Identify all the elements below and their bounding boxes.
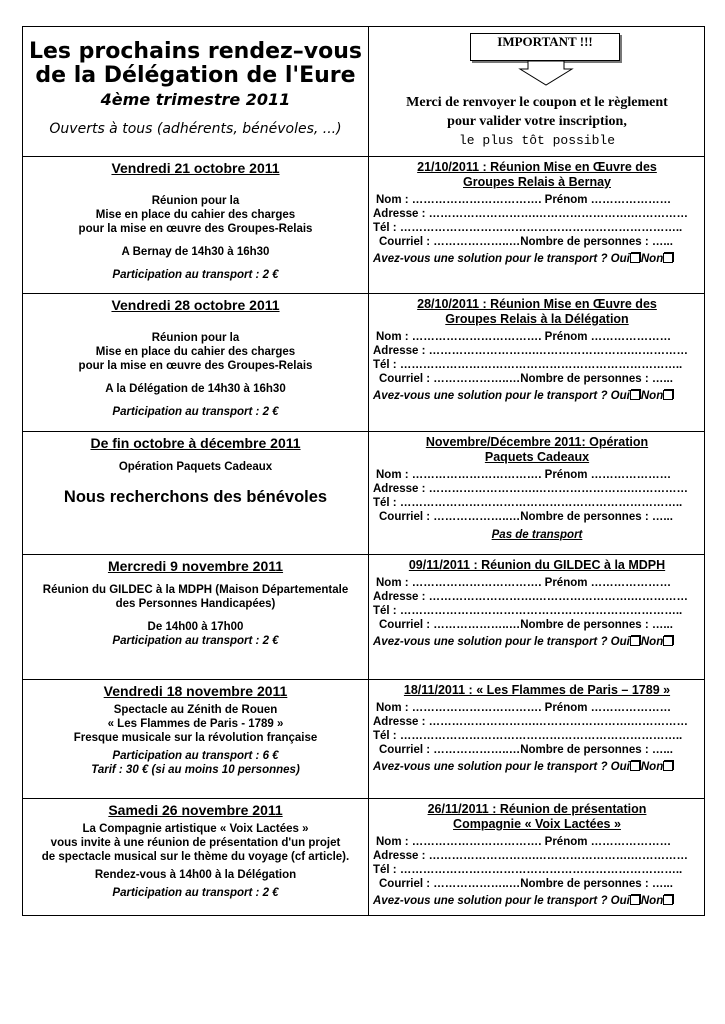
event-date: Mercredi 9 novembre 2011 (107, 558, 284, 574)
event-place-time: De 14h00 à 17h00 (147, 621, 244, 633)
coupon-1 (370, 158, 704, 266)
event-line: Réunion du GILDEC à la MDPH (Maison Départementale (42, 584, 349, 596)
coupon-title: 18/11/2011 : « Les Flammes de Paris – 1789 » (403, 683, 671, 697)
transport-question: Avez-vous une solution pour le transport ? Oui Non (373, 760, 704, 774)
flyer-sheet (22, 26, 705, 916)
phone-field[interactable]: Tél : ……………………………………………………………….. (373, 497, 683, 509)
phone-field[interactable]: Tél : ……………………………………………………………….. (373, 222, 683, 234)
volunteers-callout: Nous recherchons des bénévoles (63, 488, 328, 506)
event-4 (23, 556, 368, 648)
transport-fee: Participation au transport : 2 € (112, 269, 279, 281)
event-2 (23, 295, 368, 419)
event-date: Vendredi 28 octobre 2011 (111, 297, 280, 313)
transport-fee: Participation au transport : 2 € (112, 635, 279, 647)
coupon-form (370, 701, 704, 774)
phone-field[interactable]: Tél : ……………………………………………………………….. (373, 864, 683, 876)
event-1 (23, 158, 368, 282)
coupon-title: 09/11/2011 : Réunion du GILDEC à la MDPH (408, 558, 666, 572)
event-line: de spectacle musical sur le thème du voyage (cf article). (41, 851, 350, 863)
transport-question: Avez-vous une solution pour le transport ? Oui Non (373, 635, 704, 649)
header-left (23, 40, 368, 137)
non-checkbox[interactable] (663, 895, 673, 905)
coupon-2 (370, 295, 704, 403)
oui-checkbox[interactable] (630, 636, 640, 646)
transport-question: Avez-vous une solution pour le transport ? Oui Non (373, 252, 704, 266)
merci-line2: pour valider votre inscription, (447, 114, 627, 129)
coupon-5 (370, 681, 704, 774)
return-coupon-note (370, 93, 704, 150)
page-title-line2: de la Délégation de l'Eure (35, 63, 356, 88)
coupon-title: 26/11/2011 : Réunion de présentation Compagnie « Voix Lactées » (427, 802, 647, 831)
row-divider (23, 798, 704, 799)
address-field[interactable]: Adresse : ……………………….…………………….…………… (373, 345, 688, 357)
event-line: Fresque musicale sur la révolution française (73, 732, 318, 744)
no-transport-note: Pas de transport (491, 529, 583, 541)
row-divider (23, 293, 704, 294)
coupon-3 (370, 433, 704, 541)
transport-fee: Participation au transport : 2 € (112, 887, 279, 899)
email-field[interactable]: Courriel : ………………..…Nombre de personnes : …... (379, 619, 673, 631)
quarter-subtitle: 4ème trimestre 2011 (100, 90, 291, 109)
transport-fee: Participation au transport : 6 € (112, 750, 279, 762)
coupon-6 (370, 800, 704, 908)
down-arrow-icon (518, 61, 574, 87)
event-line: « Les Flammes de Paris - 1789 » (107, 718, 284, 730)
transport-fee: Participation au transport : 2 € (112, 406, 279, 418)
name-field[interactable]: Nom : ……………………………. Prénom ………………… (376, 577, 672, 589)
email-field[interactable]: Courriel : ………………..…Nombre de personnes : …... (379, 511, 673, 523)
event-date: Vendredi 18 novembre 2011 (103, 683, 288, 699)
event-place-time: A la Délégation de 14h30 à 16h30 (105, 383, 286, 395)
oui-checkbox[interactable] (630, 253, 640, 263)
name-field[interactable]: Nom : ……………………………. Prénom ………………… (376, 194, 672, 206)
event-6 (23, 800, 368, 900)
important-label: IMPORTANT !!! (497, 34, 593, 49)
event-line: Mise en place du cahier des charges (95, 346, 296, 358)
event-line: Réunion pour la (151, 195, 240, 207)
non-checkbox[interactable] (663, 390, 673, 400)
coupon-title: Novembre/Décembre 2011: Opération Paquets Cadeaux (425, 435, 649, 464)
event-3 (23, 433, 368, 507)
non-checkbox[interactable] (663, 761, 673, 771)
phone-field[interactable]: Tél : ……………………………………………………………….. (373, 605, 683, 617)
open-to-all-note: Ouverts à tous (adhérents, bénévoles, ...) (49, 121, 342, 137)
row-divider (23, 431, 704, 432)
important-callout (470, 33, 620, 61)
name-field[interactable]: Nom : ……………………………. Prénom ………………… (376, 331, 672, 343)
event-line: Réunion pour la (151, 332, 240, 344)
phone-field[interactable]: Tél : ……………………………………………………………….. (373, 730, 683, 742)
coupon-4 (370, 556, 704, 649)
event-line: Mise en place du cahier des charges (95, 209, 296, 221)
coupon-form (370, 468, 704, 524)
ticket-price: Tarif : 30 € (si au moins 10 personnes) (91, 764, 300, 776)
event-place-time: Rendez-vous à 14h00 à la Délégation (94, 869, 297, 881)
oui-checkbox[interactable] (630, 390, 640, 400)
header-right (370, 27, 704, 156)
coupon-form (370, 576, 704, 649)
row-divider (23, 554, 704, 555)
address-field[interactable]: Adresse : ……………………….…………………….…………… (373, 591, 688, 603)
name-field[interactable]: Nom : ……………………………. Prénom ………………… (376, 469, 672, 481)
event-line: des Personnes Handicapées) (115, 598, 276, 610)
event-line: Opération Paquets Cadeaux (118, 461, 273, 473)
transport-question: Avez-vous une solution pour le transport ? Oui Non (373, 389, 704, 403)
address-field[interactable]: Adresse : ……………………….…………………….…………… (373, 208, 688, 220)
merci-line3: le plus tôt possible (458, 133, 616, 148)
event-line: Spectacle au Zénith de Rouen (113, 704, 278, 716)
row-divider (23, 679, 704, 680)
address-field[interactable]: Adresse : ……………………….…………………….…………… (373, 850, 688, 862)
oui-checkbox[interactable] (630, 895, 640, 905)
event-line: pour la mise en œuvre des Groupes-Relais (78, 360, 313, 372)
event-date: De fin octobre à décembre 2011 (90, 435, 301, 451)
merci-line1: Merci de renvoyer le coupon et le règlement (406, 95, 668, 110)
event-line: pour la mise en œuvre des Groupes-Relais (78, 223, 313, 235)
name-field[interactable]: Nom : ……………………………. Prénom ………………… (376, 836, 672, 848)
email-field[interactable]: Courriel : ………………..…Nombre de personnes : …... (379, 373, 673, 385)
oui-checkbox[interactable] (630, 761, 640, 771)
event-place-time: A Bernay de 14h30 à 16h30 (121, 246, 270, 258)
coupon-form (370, 835, 704, 908)
event-5 (23, 681, 368, 777)
non-checkbox[interactable] (663, 636, 673, 646)
non-checkbox[interactable] (663, 253, 673, 263)
coupon-form (370, 330, 704, 403)
coupon-form (370, 193, 704, 266)
event-date: Samedi 26 novembre 2011 (108, 802, 283, 818)
address-field[interactable]: Adresse : ……………………….…………………….…………… (373, 483, 688, 495)
phone-field[interactable]: Tél : ……………………………………………………………….. (373, 359, 683, 371)
name-field[interactable]: Nom : ……………………………. Prénom ………………… (376, 702, 672, 714)
address-field[interactable]: Adresse : ……………………….…………………….…………… (373, 716, 688, 728)
email-field[interactable]: Courriel : ………………..…Nombre de personnes : …... (379, 744, 673, 756)
coupon-title: 28/10/2011 : Réunion Mise en Œuvre des Groupes Relais à la Délégation (417, 297, 657, 326)
coupon-title: 21/10/2011 : Réunion Mise en Œuvre des Groupes Relais à Bernay (417, 160, 657, 189)
column-divider (368, 27, 369, 915)
transport-question: Avez-vous une solution pour le transport ? Oui Non (373, 894, 704, 908)
page-title-line1: Les prochains rendez–vous (28, 39, 363, 64)
email-field[interactable]: Courriel : ………………..…Nombre de personnes : …... (379, 878, 673, 890)
email-field[interactable]: Courriel : ………………..…Nombre de personnes : …... (379, 236, 673, 248)
row-divider (23, 156, 704, 157)
event-line: vous invite à une réunion de présentation d'un projet (50, 837, 341, 849)
event-date: Vendredi 21 octobre 2011 (111, 160, 280, 176)
event-line: La Compagnie artistique « Voix Lactées » (82, 823, 309, 835)
